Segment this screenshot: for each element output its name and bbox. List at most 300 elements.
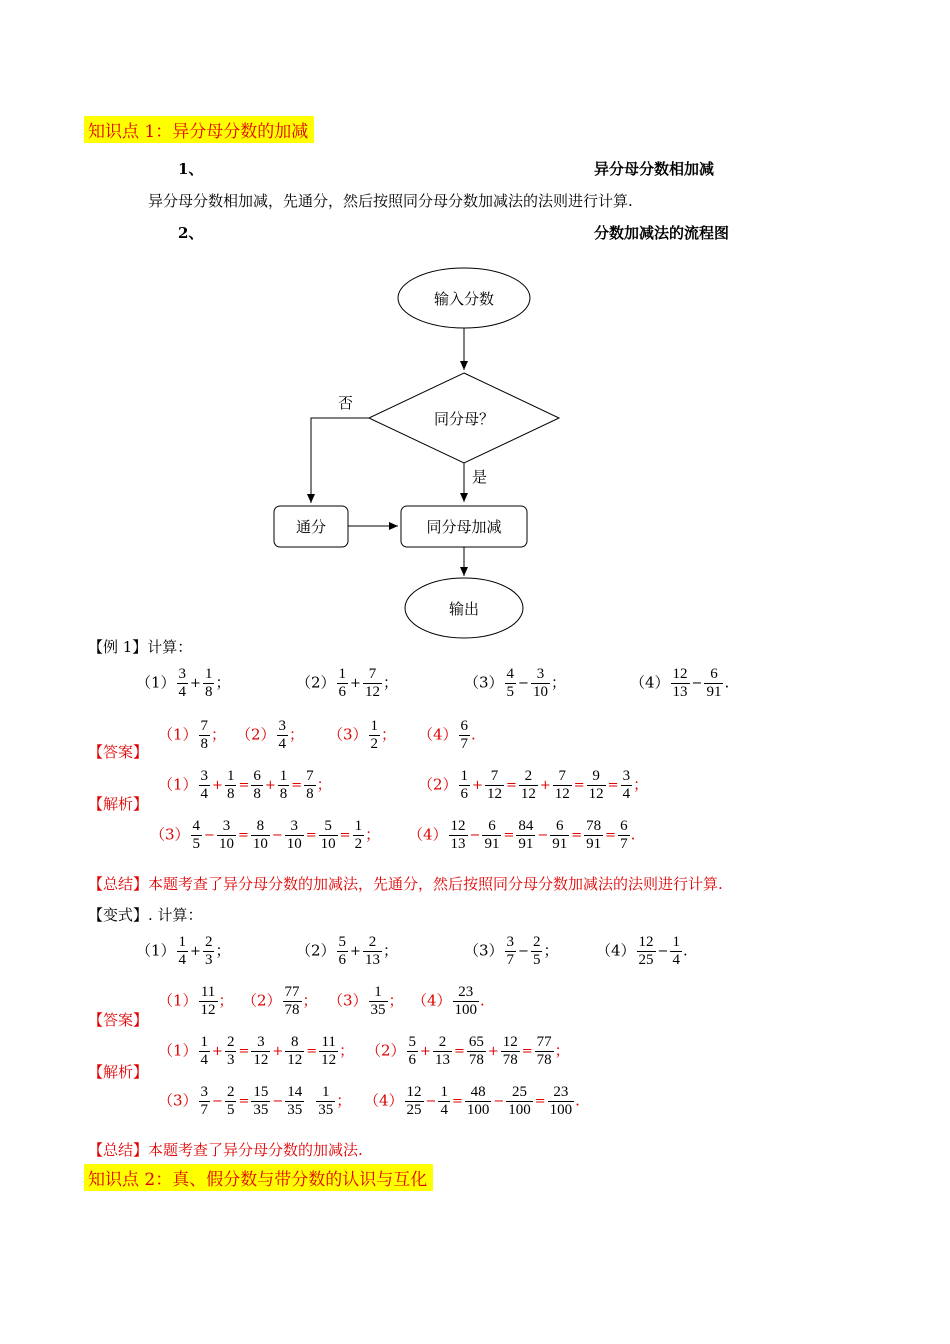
numerator: 8 bbox=[291, 1034, 299, 1050]
operator: = bbox=[505, 778, 517, 793]
fraction bbox=[199, 1084, 211, 1119]
problem-2 bbox=[296, 666, 398, 701]
analysis-number: （2） bbox=[366, 1041, 406, 1060]
fraction bbox=[505, 934, 517, 969]
operator: + bbox=[472, 778, 483, 793]
denominator: 91 bbox=[552, 836, 568, 852]
terminator: ； bbox=[633, 775, 649, 794]
denominator: 2 bbox=[354, 836, 363, 852]
fraction bbox=[505, 666, 517, 701]
no-label: 否 bbox=[338, 394, 354, 412]
numerator: 77 bbox=[284, 984, 300, 1000]
operator: − bbox=[518, 944, 529, 959]
denominator: 4 bbox=[200, 786, 209, 802]
fraction bbox=[531, 666, 550, 701]
numerator: 14 bbox=[287, 1084, 303, 1100]
denominator: 4 bbox=[178, 952, 187, 968]
operator: − bbox=[657, 944, 669, 959]
operator: − bbox=[537, 828, 549, 843]
problem-4 bbox=[630, 666, 729, 701]
fraction bbox=[459, 768, 471, 803]
numerator: 65 bbox=[468, 1034, 484, 1050]
operator: + bbox=[190, 944, 201, 959]
fraction bbox=[363, 666, 382, 701]
denominator: 2 bbox=[370, 736, 379, 752]
operator: = bbox=[451, 1094, 463, 1109]
fraction bbox=[618, 818, 630, 853]
denominator: 4 bbox=[178, 684, 187, 700]
fraction bbox=[553, 768, 572, 803]
numerator: 1 bbox=[354, 818, 363, 834]
denominator: 12 bbox=[486, 786, 502, 802]
fraction bbox=[285, 1034, 304, 1069]
operator: − bbox=[518, 676, 529, 691]
denominator: 12 bbox=[588, 786, 604, 802]
variant-summary: 【总结】本题考查了异分母分数的加减法. bbox=[88, 1141, 363, 1159]
denominator: 8 bbox=[279, 786, 288, 802]
numerator: 11 bbox=[200, 984, 216, 1000]
denominator: 78 bbox=[502, 1052, 518, 1068]
fraction bbox=[485, 768, 504, 803]
analysis-number: （3） bbox=[150, 825, 190, 844]
problem-1 bbox=[136, 666, 230, 701]
answer-2 bbox=[236, 718, 304, 753]
item-1-title: 异分母分数相加减 bbox=[594, 160, 715, 178]
add-same-node-label: 同分母加减 bbox=[426, 518, 502, 536]
problem-number: （1） bbox=[136, 941, 176, 960]
numerator: 2 bbox=[532, 934, 541, 950]
denominator: 91 bbox=[484, 836, 500, 852]
numerator: 5 bbox=[324, 818, 332, 834]
operator: = bbox=[521, 1044, 533, 1059]
denominator: 91 bbox=[706, 684, 722, 700]
numerator: 3 bbox=[200, 1084, 209, 1100]
denominator: 91 bbox=[586, 836, 602, 852]
numerator: 1 bbox=[322, 1084, 330, 1100]
operator: = bbox=[503, 828, 515, 843]
fraction bbox=[704, 666, 723, 701]
fraction bbox=[467, 1034, 486, 1069]
fraction bbox=[337, 666, 349, 701]
operator: = bbox=[339, 828, 351, 843]
denominator: 10 bbox=[286, 836, 302, 852]
operator: + bbox=[212, 1044, 223, 1059]
operator: = bbox=[238, 778, 250, 793]
denominator: 8 bbox=[253, 786, 261, 802]
terminator: ； bbox=[543, 941, 559, 960]
answer-3 bbox=[328, 718, 396, 753]
numerator: 12 bbox=[672, 666, 688, 682]
fraction bbox=[251, 1034, 270, 1069]
denominator: 5 bbox=[226, 1102, 235, 1118]
answer-1 bbox=[158, 984, 234, 1019]
denominator: 12 bbox=[253, 1052, 269, 1068]
denominator: 12 bbox=[554, 786, 570, 802]
fraction bbox=[584, 818, 603, 853]
numerator: 4 bbox=[506, 666, 515, 682]
numerator: 3 bbox=[200, 768, 209, 784]
fraction bbox=[465, 1084, 492, 1119]
denominator: 4 bbox=[200, 1052, 209, 1068]
fraction bbox=[369, 984, 388, 1019]
problem-number: （4） bbox=[630, 673, 670, 692]
arrow-no bbox=[311, 418, 369, 503]
denominator: 4 bbox=[440, 1102, 448, 1118]
denominator: 8 bbox=[204, 684, 213, 700]
numerator: 2 bbox=[438, 1034, 447, 1050]
fraction bbox=[199, 1034, 211, 1069]
denominator: 8 bbox=[306, 786, 314, 802]
analysis-1 bbox=[158, 768, 332, 803]
numerator: 1 bbox=[204, 666, 213, 682]
numerator: 3 bbox=[178, 666, 187, 682]
denominator: 13 bbox=[434, 1052, 450, 1068]
problem-number: （1） bbox=[136, 673, 176, 692]
numerator: 9 bbox=[592, 768, 600, 784]
terminator: ； bbox=[388, 991, 404, 1010]
fraction bbox=[203, 934, 215, 969]
fraction bbox=[199, 718, 211, 753]
decision-node-label: 同分母？ bbox=[433, 410, 495, 428]
operator: = bbox=[306, 1044, 318, 1059]
denominator: 25 bbox=[406, 1102, 422, 1118]
numerator: 3 bbox=[222, 818, 231, 834]
operator: = bbox=[573, 778, 585, 793]
fraction bbox=[251, 1084, 270, 1119]
denominator: 78 bbox=[468, 1052, 484, 1068]
fraction bbox=[501, 1034, 520, 1069]
section-2-title: 知识点 2：真、假分数与带分数的认识与互化 bbox=[84, 1164, 433, 1191]
numerator: 12 bbox=[638, 934, 654, 950]
numerator: 1 bbox=[460, 768, 469, 784]
answer-2 bbox=[242, 984, 318, 1019]
numerator: 7 bbox=[306, 768, 314, 784]
analysis-number: （3） bbox=[158, 1091, 198, 1110]
fraction bbox=[199, 768, 211, 803]
operator: = bbox=[571, 828, 583, 843]
example-1-summary: 【总结】本题考查了异分母分数的加减法，先通分，然后按照同分母分数加减法的法则进行计算. bbox=[88, 875, 723, 893]
terminator: . bbox=[480, 991, 485, 1010]
numerator: 84 bbox=[518, 818, 534, 834]
denominator: 12 bbox=[200, 1002, 216, 1018]
analysis-number: （2） bbox=[418, 775, 458, 794]
denominator: 12 bbox=[321, 1052, 337, 1068]
fraction bbox=[621, 768, 633, 803]
terminator: ； bbox=[302, 991, 318, 1010]
example-1-analysis-label: 【解析】 bbox=[88, 795, 149, 813]
denominator: 8 bbox=[226, 786, 235, 802]
fraction bbox=[177, 666, 189, 701]
fraction bbox=[506, 1084, 533, 1119]
reduce-node-label: 通分 bbox=[295, 518, 327, 536]
fraction bbox=[353, 818, 365, 853]
denominator: 7 bbox=[200, 1102, 209, 1118]
denominator: 35 bbox=[287, 1102, 303, 1118]
operator: + bbox=[264, 778, 276, 793]
denominator: 5 bbox=[532, 952, 541, 968]
denominator: 12 bbox=[520, 786, 536, 802]
numerator: 1 bbox=[279, 768, 288, 784]
terminator: ； bbox=[215, 941, 231, 960]
input-node-label: 输入分数 bbox=[433, 290, 495, 308]
numerator: 12 bbox=[502, 1034, 518, 1050]
numerator: 23 bbox=[458, 984, 474, 1000]
operator: = bbox=[605, 828, 617, 843]
problem-3 bbox=[464, 934, 558, 969]
terminator: ； bbox=[365, 825, 381, 844]
numerator: 77 bbox=[536, 1034, 552, 1050]
fraction bbox=[363, 934, 382, 969]
numerator: 2 bbox=[368, 934, 377, 950]
fraction bbox=[671, 666, 690, 701]
numerator: 6 bbox=[488, 818, 496, 834]
fraction bbox=[531, 934, 543, 969]
operator: − bbox=[272, 1094, 284, 1109]
denominator: 78 bbox=[536, 1052, 552, 1068]
item-2-title: 分数加减法的流程图 bbox=[594, 224, 730, 242]
denominator: 35 bbox=[318, 1102, 334, 1118]
fraction bbox=[191, 818, 203, 853]
operator: − bbox=[271, 828, 283, 843]
operator: − bbox=[425, 1094, 437, 1109]
denominator: 10 bbox=[320, 836, 336, 852]
denominator: 100 bbox=[549, 1102, 573, 1118]
operator: + bbox=[539, 778, 551, 793]
operator: = bbox=[238, 1094, 250, 1109]
variant-analysis-label: 【解析】 bbox=[88, 1063, 149, 1081]
fraction bbox=[217, 818, 236, 853]
operator: − bbox=[493, 1094, 505, 1109]
denominator: 10 bbox=[252, 836, 268, 852]
fraction bbox=[670, 934, 682, 969]
denominator: 7 bbox=[506, 952, 515, 968]
fraction bbox=[251, 768, 263, 803]
denominator: 10 bbox=[532, 684, 548, 700]
fraction bbox=[535, 1034, 554, 1069]
denominator: 4 bbox=[672, 952, 680, 968]
variant-answer-label: 【答案】 bbox=[88, 1011, 149, 1029]
denominator: 78 bbox=[284, 1002, 300, 1018]
operator: − bbox=[469, 828, 481, 843]
terminator: ； bbox=[554, 1041, 570, 1060]
numerator: 8 bbox=[256, 818, 265, 834]
answer-number: （2） bbox=[236, 725, 276, 744]
fraction bbox=[548, 1084, 575, 1119]
numerator: 4 bbox=[192, 818, 201, 834]
terminator: . bbox=[630, 825, 636, 844]
denominator: 12 bbox=[364, 684, 380, 700]
terminator: ； bbox=[316, 775, 332, 794]
numerator: 6 bbox=[253, 768, 261, 784]
problem-number: （2） bbox=[296, 673, 336, 692]
problem-3 bbox=[464, 666, 566, 701]
numerator: 3 bbox=[506, 934, 515, 950]
example-1-answer-label: 【答案】 bbox=[88, 743, 149, 761]
denominator: 7 bbox=[460, 736, 469, 752]
fraction bbox=[278, 768, 290, 803]
denominator: 3 bbox=[204, 952, 213, 968]
answer-number: （1） bbox=[158, 991, 198, 1010]
numerator: 1 bbox=[226, 768, 235, 784]
terminator: ； bbox=[550, 673, 566, 692]
terminator: . bbox=[471, 725, 476, 744]
denominator: 7 bbox=[620, 836, 628, 852]
flowchart bbox=[0, 0, 950, 660]
analysis-2 bbox=[366, 1034, 570, 1069]
operator: − bbox=[204, 828, 215, 843]
denominator: 25 bbox=[638, 952, 654, 968]
fraction bbox=[637, 934, 656, 969]
numerator: 1 bbox=[440, 1084, 448, 1100]
analysis-number: （4） bbox=[408, 825, 448, 844]
fraction bbox=[277, 718, 289, 753]
fraction bbox=[405, 1084, 424, 1119]
fraction bbox=[203, 666, 215, 701]
terminator: ； bbox=[289, 725, 305, 744]
answer-number: （4） bbox=[412, 991, 452, 1010]
operator: = bbox=[238, 1044, 250, 1059]
numerator: 23 bbox=[553, 1084, 569, 1100]
analysis-number: （4） bbox=[364, 1091, 404, 1110]
denominator: 5 bbox=[192, 836, 201, 852]
numerator: 25 bbox=[512, 1084, 528, 1100]
analysis-number: （1） bbox=[158, 1041, 198, 1060]
fraction bbox=[516, 818, 535, 853]
fraction bbox=[177, 934, 189, 969]
operator: = bbox=[237, 828, 249, 843]
fraction bbox=[199, 984, 218, 1019]
numerator: 78 bbox=[586, 818, 602, 834]
problem-1 bbox=[136, 934, 230, 969]
problem-4 bbox=[596, 934, 688, 969]
numerator: 6 bbox=[460, 718, 469, 734]
numerator: 3 bbox=[622, 768, 631, 784]
numerator: 3 bbox=[290, 818, 299, 834]
answer-number: （3） bbox=[328, 725, 368, 744]
operator: = bbox=[305, 828, 317, 843]
analysis-2 bbox=[418, 768, 648, 803]
fraction bbox=[285, 818, 304, 853]
numerator: 7 bbox=[368, 666, 377, 682]
analysis-3 bbox=[150, 818, 380, 853]
terminator: ； bbox=[381, 725, 397, 744]
example-1-label: 【例 1】计算： bbox=[88, 638, 193, 656]
answer-number: （4） bbox=[418, 725, 458, 744]
analysis-3 bbox=[158, 1084, 351, 1119]
operator: = bbox=[534, 1094, 546, 1109]
item-1-text: 异分母分数相加减，先通分，然后按照同分母分数加减法的法则进行计算. bbox=[148, 192, 633, 210]
numerator: 2 bbox=[524, 768, 533, 784]
answer-number: （3） bbox=[328, 991, 368, 1010]
operator: − bbox=[691, 676, 703, 691]
yes-label: 是 bbox=[472, 468, 488, 486]
item-1-number: 1、 bbox=[178, 160, 204, 178]
section-1-title: 知识点 1：异分母分数的加减 bbox=[84, 116, 314, 143]
numerator: 6 bbox=[710, 666, 718, 682]
fraction bbox=[225, 768, 237, 803]
numerator: 2 bbox=[204, 934, 213, 950]
denominator: 100 bbox=[508, 1102, 531, 1118]
fraction bbox=[369, 718, 381, 753]
denominator: 8 bbox=[200, 736, 209, 752]
denominator: 35 bbox=[370, 1002, 386, 1018]
denominator: 6 bbox=[460, 786, 469, 802]
terminator: ； bbox=[218, 991, 234, 1010]
terminator: ； bbox=[382, 673, 398, 692]
problem-2 bbox=[296, 934, 398, 969]
numerator: 1 bbox=[672, 934, 680, 950]
numerator: 1 bbox=[374, 984, 382, 1000]
terminator: ； bbox=[382, 941, 398, 960]
fraction bbox=[587, 768, 606, 803]
terminator: . bbox=[575, 1091, 580, 1110]
numerator: 7 bbox=[200, 718, 209, 734]
fraction bbox=[407, 1034, 419, 1069]
analysis-1 bbox=[158, 1034, 354, 1069]
operator: − bbox=[212, 1094, 223, 1109]
terminator: ； bbox=[339, 1041, 355, 1060]
fraction bbox=[316, 1084, 335, 1119]
answer-3 bbox=[328, 984, 404, 1019]
denominator: 13 bbox=[672, 684, 688, 700]
fraction bbox=[251, 818, 270, 853]
denominator: 4 bbox=[278, 736, 287, 752]
numerator: 15 bbox=[253, 1084, 269, 1100]
answer-number: （2） bbox=[242, 991, 282, 1010]
fraction bbox=[319, 818, 338, 853]
fraction bbox=[337, 934, 349, 969]
denominator: 100 bbox=[466, 1102, 490, 1118]
fraction bbox=[519, 768, 538, 803]
fraction bbox=[225, 1084, 237, 1119]
numerator: 6 bbox=[556, 818, 564, 834]
fraction bbox=[283, 984, 302, 1019]
denominator: 10 bbox=[218, 836, 234, 852]
terminator: ； bbox=[211, 725, 227, 744]
operator: + bbox=[272, 1044, 284, 1059]
numerator: 7 bbox=[490, 768, 499, 784]
item-2-number: 2、 bbox=[178, 224, 204, 242]
denominator: 100 bbox=[454, 1002, 478, 1018]
fraction bbox=[285, 1084, 304, 1119]
terminator: . bbox=[724, 673, 730, 692]
fraction bbox=[459, 718, 471, 753]
fraction bbox=[304, 768, 316, 803]
terminator: . bbox=[682, 941, 688, 960]
numerator: 3 bbox=[536, 666, 545, 682]
fraction bbox=[482, 818, 501, 853]
fraction bbox=[438, 1084, 450, 1119]
operator: = bbox=[453, 1044, 465, 1059]
numerator: 1 bbox=[200, 1034, 209, 1050]
operator: + bbox=[350, 676, 361, 691]
numerator: 1 bbox=[178, 934, 187, 950]
numerator: 5 bbox=[338, 934, 347, 950]
operator: + bbox=[350, 944, 361, 959]
numerator: 3 bbox=[257, 1034, 265, 1050]
analysis-4 bbox=[408, 818, 635, 853]
terminator: ； bbox=[215, 673, 231, 692]
denominator: 13 bbox=[364, 952, 380, 968]
fraction bbox=[433, 1034, 452, 1069]
operator: + bbox=[420, 1044, 431, 1059]
denominator: 4 bbox=[622, 786, 631, 802]
numerator: 12 bbox=[450, 818, 466, 834]
denominator: 35 bbox=[253, 1102, 269, 1118]
terminator: ； bbox=[336, 1091, 352, 1110]
denominator: 13 bbox=[450, 836, 466, 852]
fraction bbox=[550, 818, 569, 853]
